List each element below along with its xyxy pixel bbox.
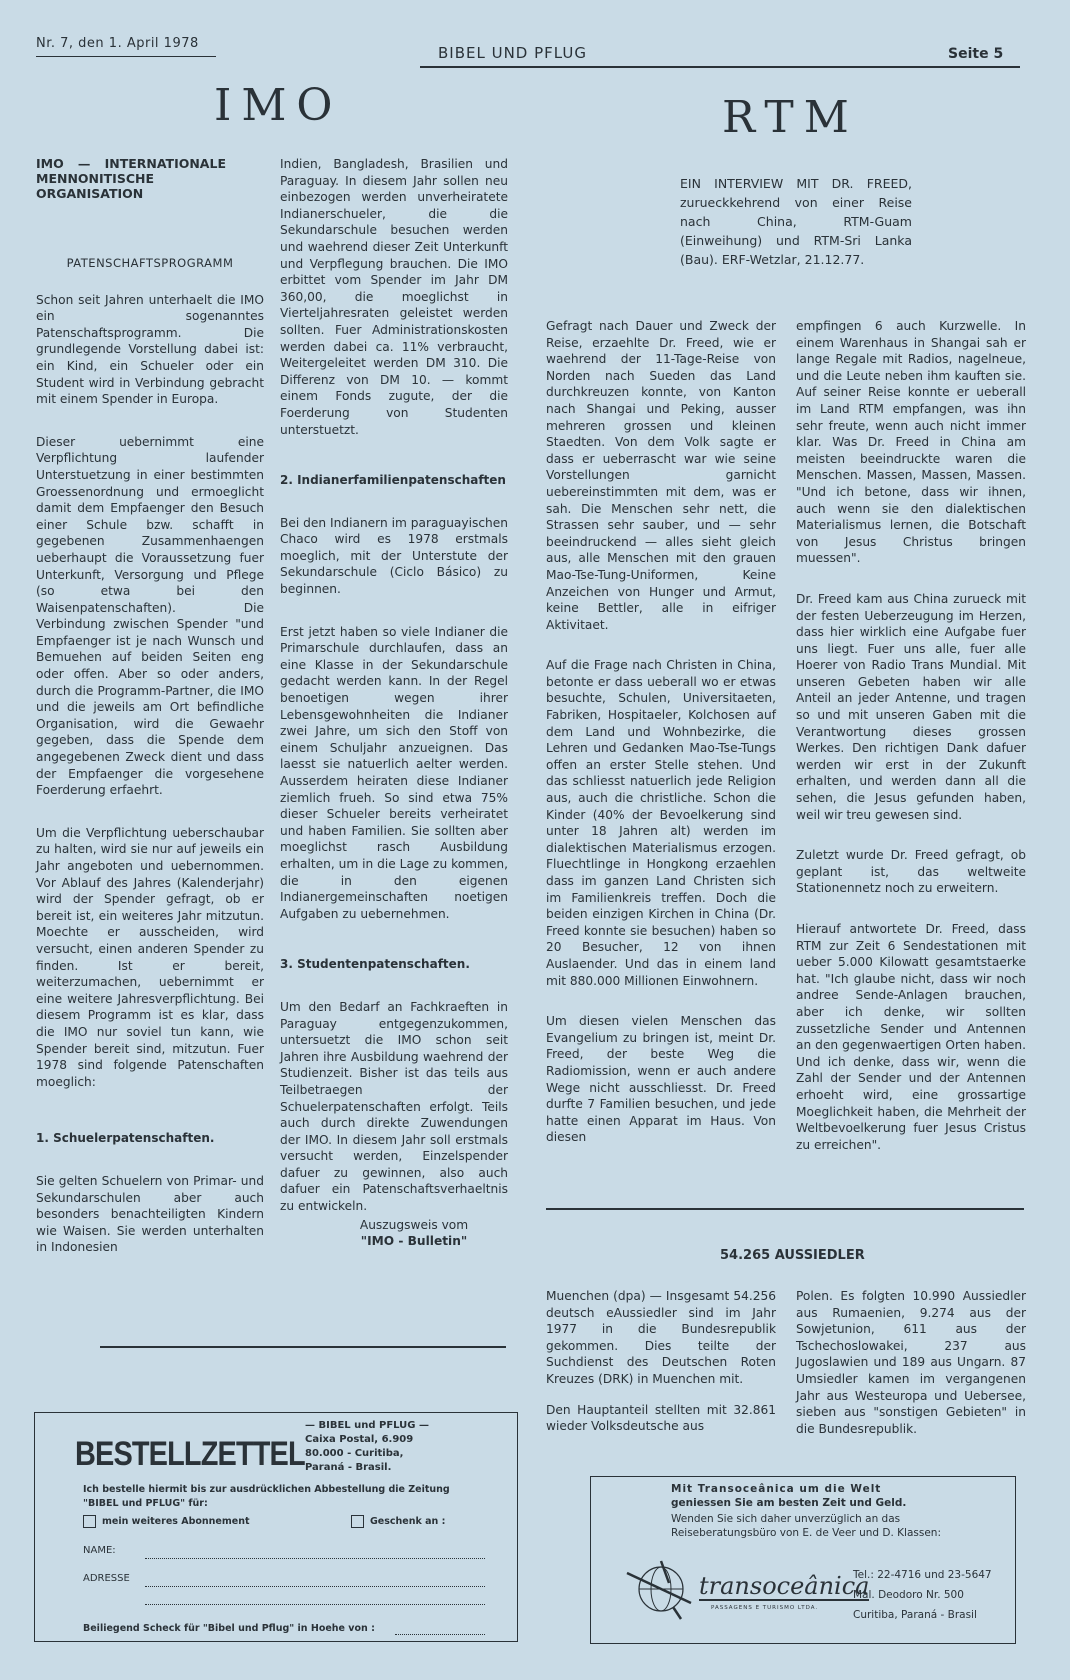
order-text-line: Ich bestelle hiermit bis zur ausdrücklichen Abbestellung die Zeitung <box>83 1484 450 1495</box>
page-number: Seite 5 <box>948 46 1004 62</box>
ad-line: Mit Transoceânica um die Welt <box>671 1483 882 1495</box>
imo-paragraph: Um den Bedarf an Fachkraeften in Paraguay entgegenzukommen, untersuetzt die IMO schon seit Jahren ihre Ausbildung waehrend der Studienzeit. Bisher ist das teils aus Teilbetraegen der Schuelerpatenschaften erfolgt. Teils auch durch direkte Zuwendungen der IMO. In diesem Jahr soll erstmals versucht werden, Einzelspender dafuer zu gewinnen, also auch dafuer ein Patenschaftsverhaeltnis zu entwickeln. <box>280 999 508 1214</box>
imo-paragraph: Erst jetzt haben so viele Indianer die Primarschule durchlaufen, dass an eine Klasse in der Sekundarschule gedacht werden kann. In der Regel benoetigen wegen ihrer Lebensgewohnheiten die Indianer zwei Jahre, um sich den Stoff von einem Schuljahr anzueignen. Das laesst sie natuerlich aelter werden. Ausserdem heiraten diese Indianer ziemlich frueh. So sind etwa 75% dieser Schueler bereits verheiratet und haben Familien. Sie sollten aber moeglichst rasch Ausbildung erhalten, um in die Lage zu kommen, die in den eigenen Indianergemeinschaften noetigen Aufgaben zu uebernehmen. <box>280 624 508 921</box>
ad-street: Mal. Deodoro Nr. 500 <box>853 1589 964 1601</box>
option-label: Geschenk an : <box>370 1516 446 1527</box>
option-subscription[interactable] <box>83 1515 250 1528</box>
gift-checkbox[interactable] <box>351 1515 364 1528</box>
address-field[interactable] <box>145 1585 485 1587</box>
order-address-line: Paraná - Brasil. <box>305 1462 392 1473</box>
aussiedler-paragraph: Den Hauptanteil stellten mit 32.861 wieder Volksdeutsche aus <box>546 1402 776 1434</box>
rtm-title: RTM <box>722 92 859 143</box>
header-rule-left <box>36 56 216 57</box>
subscription-checkbox[interactable] <box>83 1515 96 1528</box>
rtm-column-1 <box>546 318 776 1160</box>
rtm-paragraph: Um diesen vielen Menschen das Evangelium zu bringen ist, meint Dr. Freed, der beste Weg die Radiomission, wenn er auch andere Wege nicht ausschliesst. Dr. Freed durfte 7 Familien besuchen, und jede hatte einen Apparat im Haus. Von diesen <box>546 1014 776 1145</box>
rtm-paragraph: Auf die Frage nach Christen in China, betonte er dass ueberall wo er etwas besuchte, Schulen, Universitaeten, Fabriken, Hospitaeler, Kolchosen auf dem Land und Wohnbezirke, die Lehren und Gedanken Mao-Tse-Tungs offen an erster Stelle stehen. Und das schliesst natuerlich jede Religion aus, auch die christliche. Schon die Kinder (40% der Bevoelkerung sind unter 18 Jahren alt) werden im dialektischen Materialismus erzogen. Fluechtlinge in Hongkong erzaehlen dass im ganzen Land Christen sich im Familienkreis treffen. Doch die beiden einzigen Kirchen in China (Dr. Freed konnte sie besuchen) haben so 20 Besucher, 12 von ihnen Auslaender. Und das in einem land mit 880.000 Millionen Einwohnern. <box>546 658 776 988</box>
ad-phone: Tel.: 22-4716 und 23-5647 <box>853 1569 992 1581</box>
imo-section-1-title: 1. Schuelerpatenschaften. <box>36 1131 215 1146</box>
imo-title: IMO <box>214 80 343 131</box>
imo-subheading: PATENSCHAFTSPROGRAMM <box>66 256 234 270</box>
order-address-line: 80.000 - Curitiba, <box>305 1448 404 1459</box>
imo-paragraph: Sie gelten Schuelern von Primar- und Sekundarschulen aber auch besonders benachteiligten Kindern wie Waisen. Sie werden unterhalten in Indonesien <box>36 1173 264 1255</box>
imo-paragraph: Indien, Bangladesh, Brasilien und Paraguay. In diesem Jahr sollen neu einbezogen werden unverheiratete Indianerschueler, die die Sekundarschule besuchen werden und waehrend dieser Zeit Unterkunft und Verpflegung brauchen. Die IMO erbittet vom Spender im Jahr DM 360,00, die moeglichst in Vierteljahresraten geleistet werden sollten. Fuer Administrationskosten werden dabei ca. 11% verbraucht, Weitergeleitet werden DM 310. Die Differenz von DM 10. — kommt einem Fonds zugute, der die Foerderung von Studenten unterstuetzt. <box>280 157 508 437</box>
order-address-line: Caixa Postal, 6.909 <box>305 1434 414 1445</box>
rtm-paragraph: Zuletzt wurde Dr. Freed gefragt, ob geplant ist, das weltweite Stationennetz noch zu erweitern. <box>796 848 1026 896</box>
ad-brand: transoceânica <box>699 1572 870 1600</box>
airplane-globe-icon <box>621 1553 701 1623</box>
rtm-paragraph: Dr. Freed kam aus China zurueck mit der festen Ueberzeugung im Herzen, dass hier wirklich eine Aufgabe fuer uns liegt. Fuer uns alle, fuer alle Hoerer von Radio Trans Mundial. Mit unseren Gebeten haben wir alle Anteil an jeder Antenne, und tragen so und mit unseren Gaben mit die Verantwortung dieses grossen Werkes. Den richtigen Dank dafuer werden wir erst in der Zukunft erhalten, und werden dann all die sehen, die Jesus gefunden haben, weil wir treu gewesen sind. <box>796 591 1026 822</box>
address-field[interactable] <box>145 1603 485 1605</box>
imo-end-rule <box>100 1346 506 1348</box>
amount-field[interactable] <box>395 1633 485 1635</box>
paper-name: BIBEL UND PFLUG <box>438 44 588 62</box>
imo-paragraph: Um die Verpflichtung ueberschaubar zu halten, wird sie nur auf jeweils ein Jahr angeboten und uebernommen. Vor Ablauf des Jahres (Kalenderjahr) wird der Spender gefragt, ob er bereit ist, ein weiteres Jahr mitzutun. Moechte er ausscheiden, wird versucht, einen anderen Spender zu finden. Ist er bereit, weiterzumachen, uebernimmt er eine weitere Jahresverpflichtung. Bei diesem Programm ist es klar, dass die IMO nur soviel tun kann, wie Spender bereit sind, mitzutun. Fuer 1978 sind folgende Patenschaften moeglich: <box>36 825 264 1089</box>
header-rule <box>420 66 1020 68</box>
imo-heading: IMO — INTERNATIONALE MENNONITISCHE ORGANISATION <box>36 156 226 201</box>
order-footer: Beiliegend Scheck für "Bibel und Pflug" in Hoehe von : <box>83 1623 375 1634</box>
imo-section-3-title: 3. Studentenpatenschaften. <box>280 957 470 972</box>
imo-column-1 <box>36 156 264 1270</box>
rtm-paragraph: Hierauf antwortete Dr. Freed, dass RTM zur Zeit 6 Sendestationen mit ueber 5.000 Kilowatt gesamtstaerke hat. "Ich glaube nicht, dass wir noch andree Sende-Anlagen brauchen, aber ich denke, wir sollten zussetzliche Sender und Antennen an den gegenwaertigen Orten haben. Und ich denke, dass wir, wenn die Zahl der Sender und der Antennen erhoeht wird, eine grossartige Moeglichkeit haben, die Mehrheit der Weltbevoelkerung fuer Jesus Cristus zu erreichen". <box>796 922 1026 1152</box>
order-address-line: — BIBEL und PFLUG — <box>305 1420 429 1431</box>
aussiedler-paragraph: Muenchen (dpa) — Insgesamt 54.256 deutsch eAussiedler sind im Jahr 1977 in die Bundesrepublik gekommen. Dies teilte der Suchdienst des Deutschen Roten Kreuzes (DRK) in Muenchen mit. <box>546 1289 776 1386</box>
imo-paragraph: Schon seit Jahren unterhaelt die IMO ein sogenanntes Patenschaftsprogramm. Die grundlegende Vorstellung dabei ist: ein Kind, ein Schueler oder ein Student wird in Verbindung gebracht mit einem Spender in Europa. <box>36 292 264 407</box>
order-text <box>83 1483 513 1511</box>
ad-tagline: PASSAGENS E TURISMO LTDA. <box>711 1605 819 1611</box>
order-form-title: BESTELLZETTEL <box>75 1435 305 1473</box>
order-text-line: "BIBEL und PFLUG" für: <box>83 1498 208 1509</box>
name-field[interactable] <box>145 1557 485 1559</box>
imo-source-line: "IMO - Bulletin" <box>360 1234 468 1249</box>
address-label: ADRESSE <box>83 1573 130 1584</box>
rtm-paragraph: Gefragt nach Dauer und Zweck der Reise, erzaehlte Dr. Freed, wie er waehrend der 11-Tage-Reise von Norden nach Sueden das Land durchkreuzen konnte, von Kanton nach Shangai und Peking, ausser mehreren grossen und kleinen Staedten. Von dem Volk sagte er dass er ueberrascht war wie seine Vorstellungen garnicht uebereinstimmten mit dem, was er sah. Die Menschen sehr nett, die Strassen sehr sauber, und — sehr beeindruckend — alles sieht gleich aus, alle Menschen mit den grauen Mao-Tse-Tung-Uniformen, Keine Anzeichen von Hunger und Armut, keine Bettler, alle in eifriger Aktivitaet. <box>546 319 776 632</box>
issue-date: Nr. 7, den 1. April 1978 <box>36 36 199 51</box>
option-label: mein weiteres Abonnement <box>102 1516 250 1527</box>
order-form <box>34 1412 518 1642</box>
ad-line: Wenden Sie sich daher unverzüglich an das <box>671 1513 901 1525</box>
imo-paragraph: Bei den Indianern im paraguayischen Chaco wird es 1978 erstmals moeglich, mit der Unterstute der Sekundarschule (Ciclo Básico) zu beginnen. <box>280 515 508 597</box>
ad-line: geniessen Sie am besten Zeit und Geld. <box>671 1497 907 1509</box>
rtm-column-2 <box>796 318 1026 1167</box>
aussiedler-title: 54.265 AUSSIEDLER <box>720 1248 865 1263</box>
transoceanica-ad <box>590 1476 1016 1644</box>
ad-line: Reiseberatungsbüro von E. de Veer und D. Klassen: <box>671 1527 941 1539</box>
rtm-paragraph: empfingen 6 auch Kurzwelle. In einem Warenhaus in Shangai sah er lange Regale mit Radios, nagelneue, und die Leute neben ihm kauften sie. Auf seiner Reise konnte er ueberall im Land RTM empfangen, was ihn sehr freute, wenn auch nicht immer klar. Was Dr. Freed in China am meisten beeindruckte waren die Menschen. Massen, Massen, Massen. "Und ich betone, dass wir ihnen, auch wenn sie den dialektischen Materialismus lernen, die Botschaft von Jesus Christus bringen muessen". <box>796 319 1026 566</box>
option-gift[interactable] <box>351 1515 445 1528</box>
name-label: NAME: <box>83 1545 116 1556</box>
imo-column-2 <box>280 156 508 1250</box>
imo-source-line: Auszugsweis vom <box>359 1217 469 1232</box>
aussiedler-column-2 <box>796 1288 1026 1451</box>
aussiedler-paragraph: Polen. Es folgten 10.990 Aussiedler aus Rumaenien, 9.274 aus der Sowjetunion, 611 aus der Tschechoslowakei, 237 aus Jugoslawien und 189 aus Ungarn. 87 Umsiedler kamen im vergangenen Jahr aus Westeuropa und Uebersee, sieben aus "sonstigen Gebieten" in die Bundesrepublik. <box>796 1289 1026 1436</box>
aussiedler-column-1 <box>546 1288 776 1449</box>
order-address <box>305 1419 429 1475</box>
ad-city: Curitiba, Paraná - Brasil <box>853 1609 977 1621</box>
section-divider <box>546 1208 1024 1210</box>
imo-section-2-title: 2. Indianerfamilienpatenschaften <box>280 473 506 488</box>
rtm-intro: EIN INTERVIEW MIT DR. FREED, zurueckkehrend von einer Reise nach China, RTM-Guam (Einweihung) und RTM-Sri Lanka (Bau). ERF-Wetzlar, 21.12.77. <box>680 176 912 267</box>
imo-paragraph: Dieser uebernimmt eine Verpflichtung laufender Unterstuetzung in einer bestimmten Groessenordnung und ermoeglicht damit dem Empfaenger den Besuch einer Schule bzw. schafft in gegebenen Zusammenhaengen ueberhaupt die Voraussetzung fuer Unterkunft, Versorgung und Pflege (so etwa bei den Waisenpatenschaften). Die Verbindung zwischen Spender "und Empfaenger ist je nach Wunsch und Bemuehen auf beiden Seiten eng oder offen. Aber so oder anders, durch die Programm-Partner, die IMO und die jeweils am Ort befindliche Organisation, wird die Gewaehr gegeben, dass die Spende dem angegebenen Zweck dient und dass der Empfaenger die vorgesehene Foerderung erfaehrt. <box>36 434 264 798</box>
imo-source <box>280 1217 508 1250</box>
